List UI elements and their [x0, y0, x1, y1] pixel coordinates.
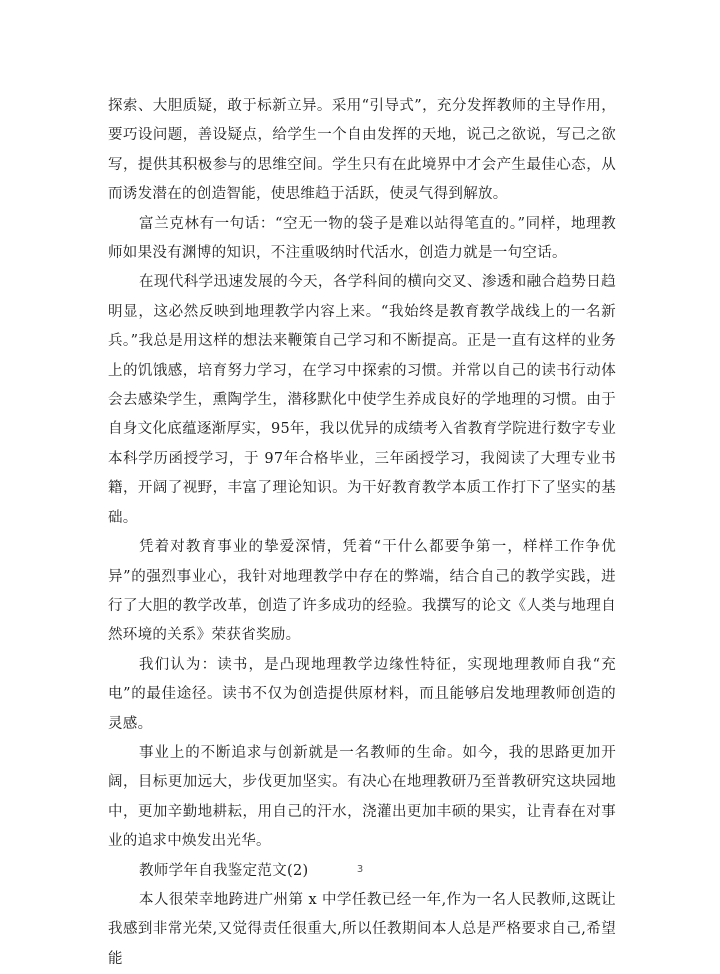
paragraph-4: 凭着对教育事业的挚爱深情，凭着“干什么都要争第一，样样工作争优异”的强烈事业心，我针对地理教学中存在的弊端，结合自己的教学实践，进行了大胆的教学改革，创造了许多成功的经验。我撰写的论文《人类与地理自然环境的关系》荣获省奖励。 [108, 539, 616, 644]
page-number: 3 [356, 864, 364, 875]
paragraph-3: 在现代科学迅速发展的今天，各学科间的横向交叉、渗透和融合趋势日趋明显，这必然反映到地理教学内容上来。“我始终是教育教学战线上的一名新兵。”我总是用这样的想法来鞭策自己学习和不断提高。正是一直有这样的业务上的饥饿感，培育努力学习，在学习中探索的习惯。并常以自己的读书行动体会去感染学生，熏陶学生，潜移默化中使学生养成良好的学地理的习惯。由于自身文化底蕴逐渐厚实，95年，我以优异的成绩考入省教育学院进行数字专业本科学历函授学习，于 97年合格毕业，三年函授学习，我阅读了大理专业书籍，开阔了视野，丰富了理论知识。为干好教育教学本质工作打下了坚实的基础。 [108, 274, 616, 526]
paragraph-5: 我们认为：读书，是凸现地理教学边缘性特征，实现地理教师自我“充电”的最佳途径。读书不仅为创造提供原材料，而且能够启发地理教师创造的灵感。 [108, 656, 616, 732]
section-subheading: 教师学年自我鉴定范文(2) [139, 862, 309, 879]
document-body [108, 92, 616, 974]
paragraph-2: 富兰克林有一句话：“空无一物的袋子是难以站得笔直的。”同样，地理教师如果没有渊博的知识，不注重吸纳时代活水，创造力就是一句空话。 [108, 215, 616, 262]
paragraph-7: 本人很荣幸地跨进广州第 x 中学任教已经一年,作为一名人民教师,这既让我感到非常光荣,又觉得责任很重大,所以任教期间本人总是严格要求自己,希望能 [108, 891, 616, 967]
paragraph-6: 事业上的不断追求与创新就是一名教师的生命。如今，我的思路更加开阔，目标更加远大，步伐更加坚实。有决心在地理教研乃至普教研究这块园地中，更加辛勤地耕耘，用自己的汗水，浇灌出更加丰硕的果实，让青春在对事业的追求中焕发出光华。 [108, 744, 616, 850]
paragraph-1: 探索、大胆质疑，敢于标新立异。采用“引导式”，充分发挥教师的主导作用，要巧设问题，善设疑点，给学生一个自由发挥的天地，说己之欲说，写己之欲写，提供其积极参与的思维空间。学生只有在此境界中才会产生最佳心态，从而诱发潜在的创造智能，使思维趋于活跃，使灵气得到解放。 [108, 98, 616, 203]
